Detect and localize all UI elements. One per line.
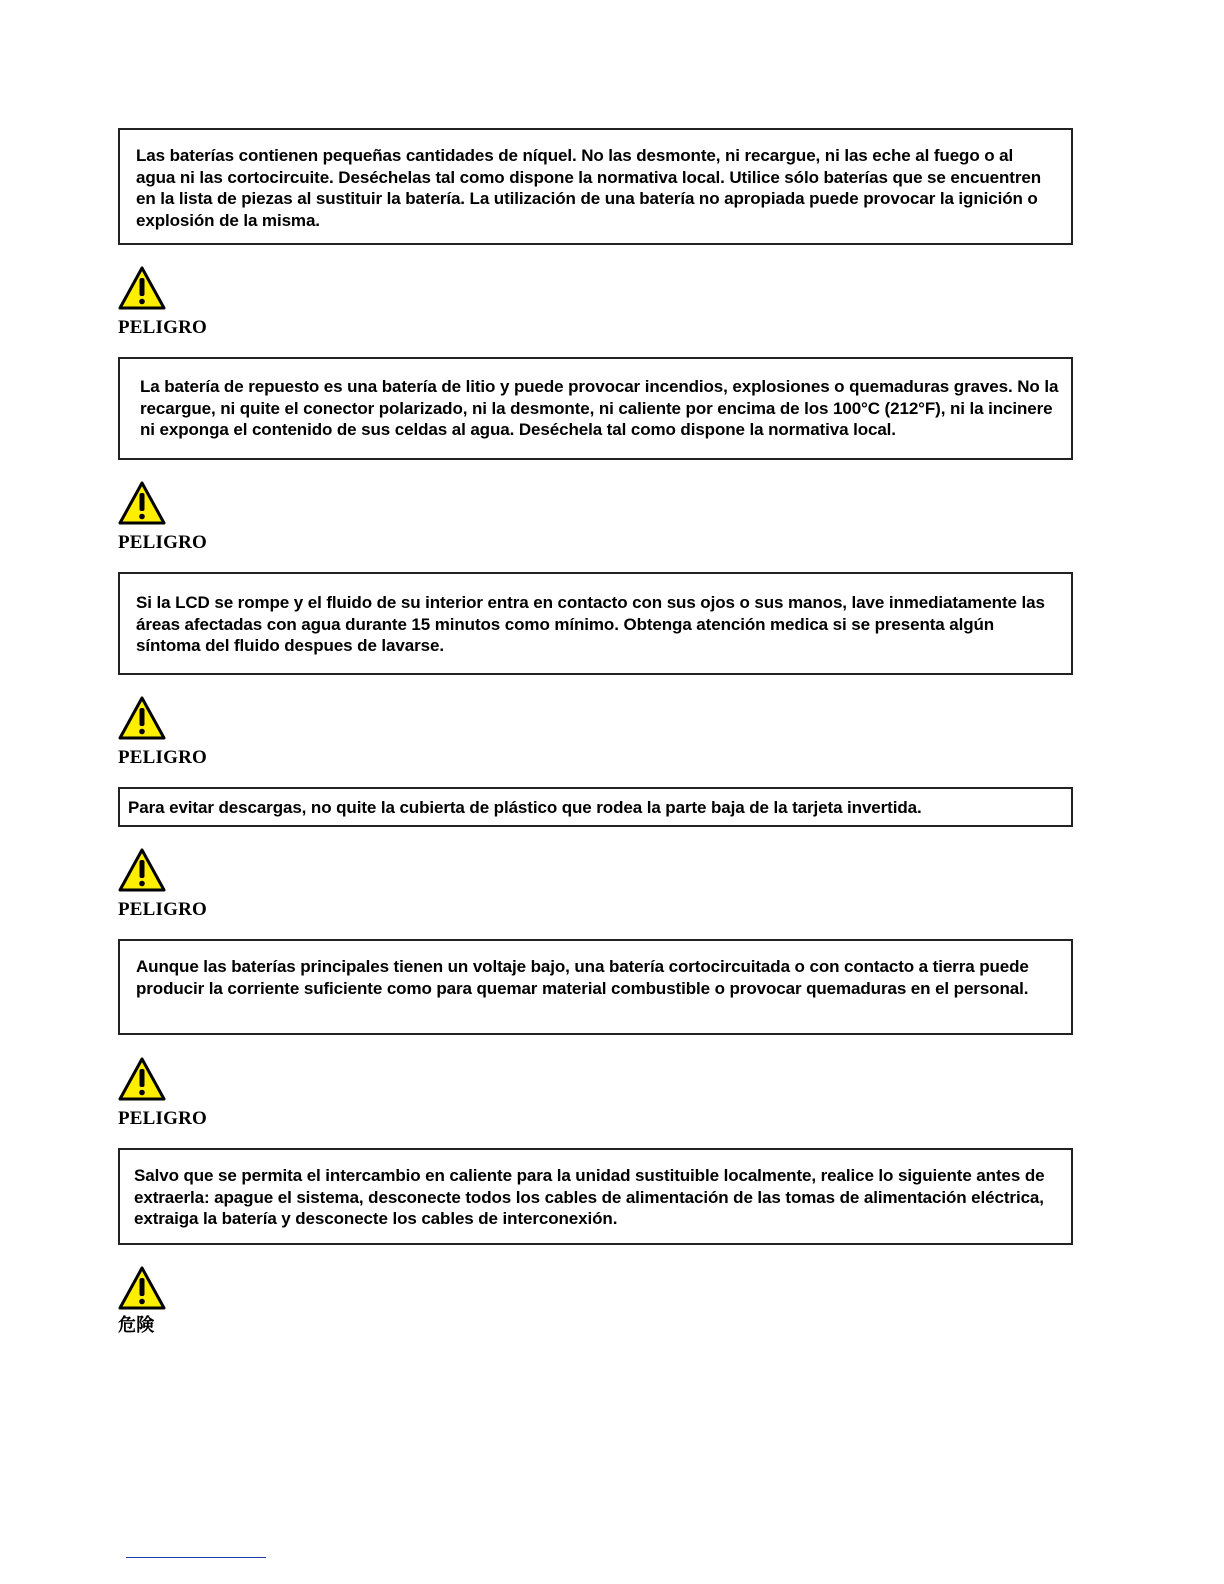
warning-label: PELIGRO bbox=[118, 899, 208, 920]
warning-triangle-icon bbox=[118, 481, 318, 525]
warning-triangle-icon bbox=[118, 696, 318, 740]
footer-rule bbox=[126, 1557, 266, 1558]
notice-box-lithium-battery bbox=[118, 357, 1073, 460]
warning-label: PELIGRO bbox=[118, 747, 208, 768]
notice-box-hot-swap bbox=[118, 1148, 1073, 1245]
notice-text: Salvo que se permita el intercambio en caliente para la unidad sustituible localmente, realice lo siguiente antes de extraerla: apague el sistema, desconecte todos los cables de alimentación de las tomas de alimentación eléctrica, extraiga la batería y desconecte los cables de interconexión. bbox=[134, 1166, 1045, 1228]
notice-box-short-circuit bbox=[118, 939, 1073, 1035]
warning-triangle-icon bbox=[118, 1266, 318, 1310]
notice-box-lcd-fluid bbox=[118, 572, 1073, 675]
warning-marker bbox=[118, 696, 318, 768]
notice-box-inverter-cover bbox=[118, 787, 1073, 827]
notice-box-nickel-battery bbox=[118, 128, 1073, 245]
warning-triangle-icon bbox=[118, 1057, 318, 1101]
warning-label: PELIGRO bbox=[118, 532, 208, 553]
warning-marker bbox=[118, 1266, 318, 1336]
warning-marker bbox=[118, 266, 318, 338]
notice-text: Las baterías contienen pequeñas cantidades de níquel. No las desmonte, ni recargue, ni las eche al fuego o al agua ni las cortocircuite. Deséchelas tal como dispone la normativa local. Utilice sólo baterías que se encuentren en la lista de piezas al sustituir la batería. La utilización de una batería no apropiada puede provocar la ignición o explosión de la misma. bbox=[136, 146, 1042, 230]
notice-text: Si la LCD se rompe y el fluido de su interior entra en contacto con sus ojos o sus manos, lave inmediatamente las áreas afectadas con agua durante 15 minutos como mínimo. Obtenga atención medica si se presenta algún síntoma del fluido despues de lavarse. bbox=[136, 593, 1045, 655]
notice-text: Para evitar descargas, no quite la cubierta de plástico que rodea la parte baja de la tarjeta invertida. bbox=[128, 798, 922, 817]
warning-label: 危険 bbox=[118, 1315, 155, 1336]
warning-marker bbox=[118, 848, 318, 920]
warning-marker bbox=[118, 1057, 318, 1129]
warning-label: PELIGRO bbox=[118, 317, 208, 338]
warning-label: PELIGRO bbox=[118, 1108, 208, 1129]
warning-triangle-icon bbox=[118, 848, 318, 892]
notice-text: Aunque las baterías principales tienen un voltaje bajo, una batería cortocircuitada o con contacto a tierra puede producir la corriente suficiente como para quemar material combustible o provocar quemaduras en el personal. bbox=[136, 957, 1029, 998]
notice-text: La batería de repuesto es una batería de litio y puede provocar incendios, explosiones o quemaduras graves. No la recargue, ni quite el conector polarizado, ni la desmonte, ni caliente por encima de los 100°C (212°F), ni la incinere ni exponga el contenido de sus celdas al agua. Deséchela tal como dispone la normativa local. bbox=[140, 377, 1059, 439]
warning-marker bbox=[118, 481, 318, 553]
warning-triangle-icon bbox=[118, 266, 318, 310]
